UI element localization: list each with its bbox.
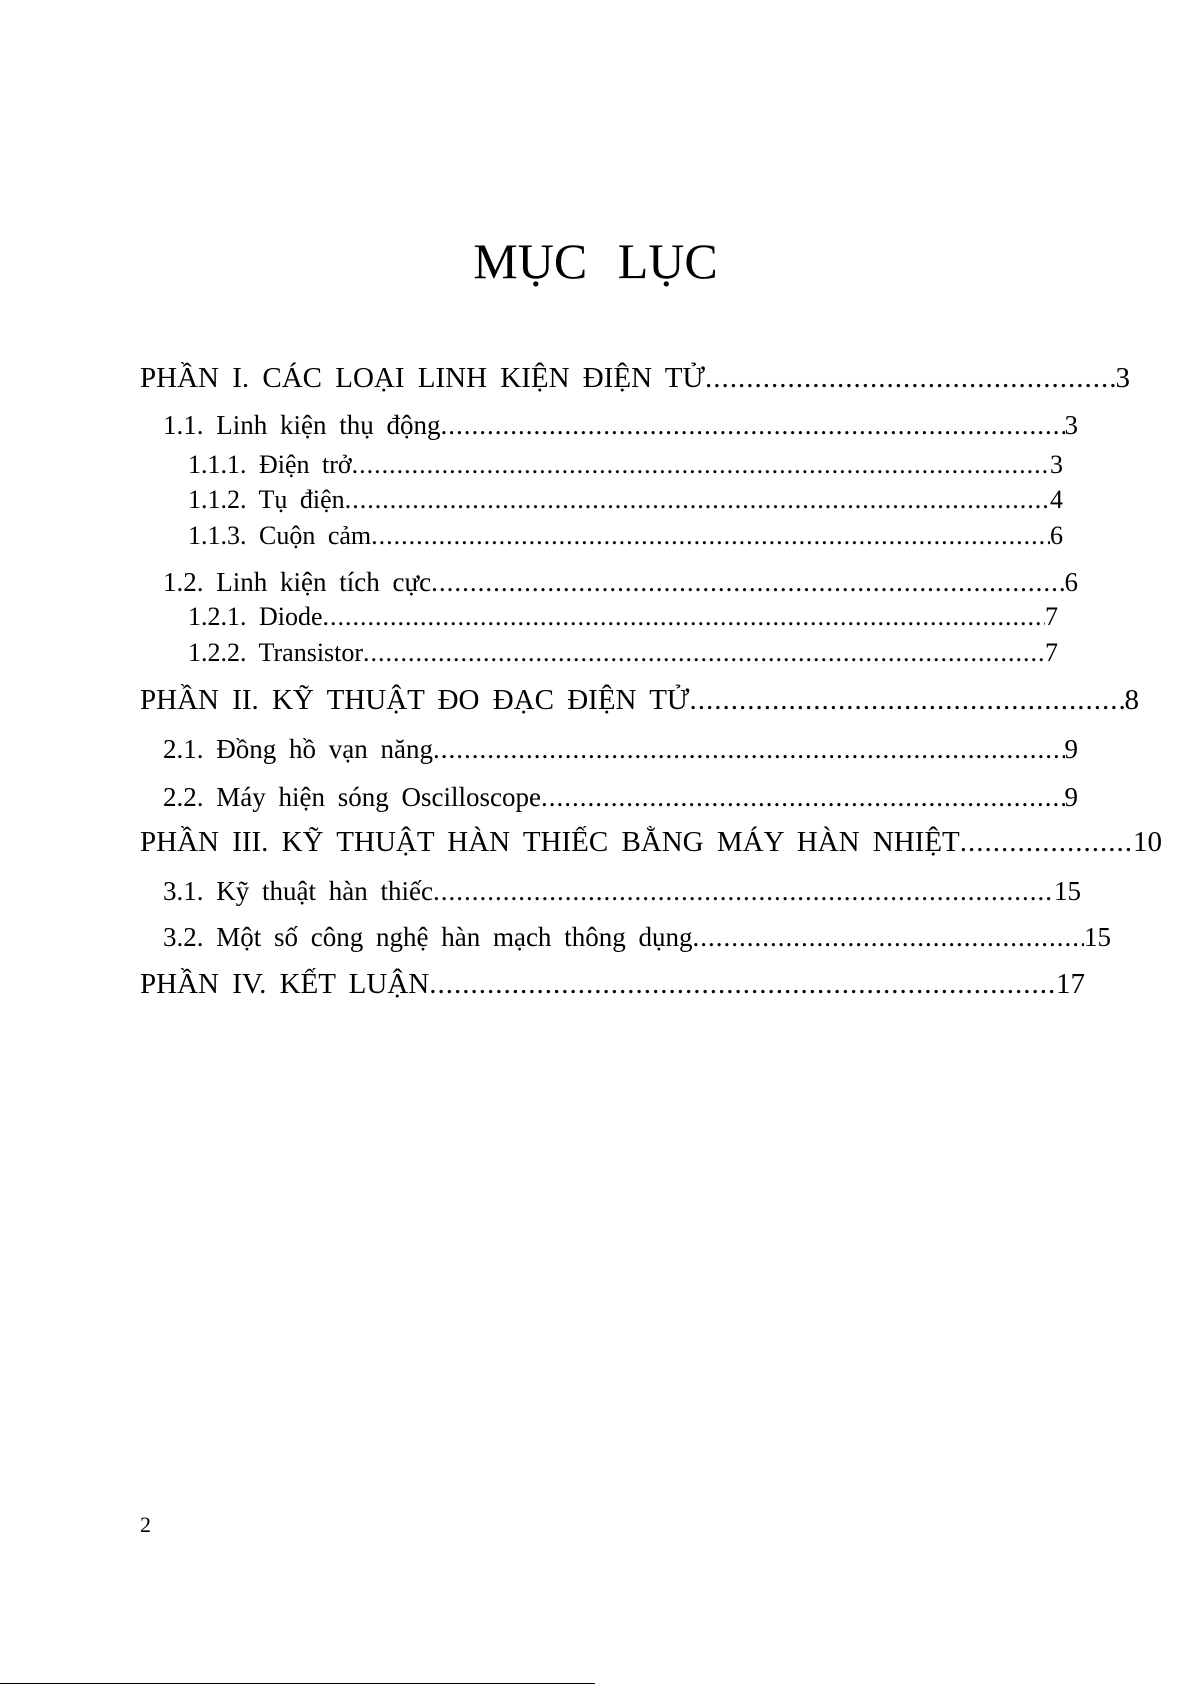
toc-dot-leader: [431, 567, 1064, 598]
toc-dot-leader: [705, 362, 1116, 395]
toc-entry-3-2: [163, 922, 1111, 953]
toc-dot-leader: [541, 782, 1065, 813]
toc-entry-label: 3.1. Kỹ thuật hàn thiếc: [163, 876, 433, 906]
toc-dot-leader: [363, 638, 1045, 668]
toc-dot-leader: [689, 684, 1124, 717]
toc-entry-page: 9: [1064, 782, 1078, 812]
toc-entry-1-2: [163, 567, 1078, 598]
toc-entry-page: 15: [1054, 876, 1081, 906]
toc-entry-label: PHẦN I. CÁC LOẠI LINH KIỆN ĐIỆN TỬ: [140, 362, 705, 394]
toc-entry-page: 4: [1050, 485, 1063, 514]
toc-entry-1-2-1: [188, 602, 1058, 632]
toc-entry-label: 2.2. Máy hiện sóng Oscilloscope: [163, 782, 541, 812]
toc-entry-1-2-2: [188, 638, 1058, 668]
footnote-divider: [0, 1683, 595, 1684]
toc-entry-label: 1.2. Linh kiện tích cực: [163, 567, 432, 597]
toc-entry-label: 1.1.1. Điện trở: [188, 450, 352, 479]
page-title: MỤC LỤC: [473, 233, 718, 289]
toc-dot-leader: [433, 876, 1054, 907]
toc-entry-part-2: [140, 684, 1139, 717]
toc-entry-label: 3.2. Một số công nghệ hàn mạch thông dụng: [163, 922, 693, 952]
toc-entry-label: PHẦN III. KỸ THUẬT HÀN THIẾC BẰNG MÁY HÀN NHIỆT: [140, 826, 960, 858]
toc-entry-1-1-3: [188, 521, 1063, 551]
toc-entry-part-1: [140, 362, 1130, 395]
page-number: 2: [140, 1512, 151, 1537]
toc-dot-leader: [960, 826, 1133, 859]
toc-dot-leader: [345, 485, 1050, 515]
toc-entry-1-1: [163, 410, 1078, 441]
toc-entry-3-1: [163, 876, 1081, 907]
toc-entry-label: 2.1. Đồng hồ vạn năng: [163, 734, 433, 764]
toc-entry-2-1: [163, 734, 1078, 765]
toc-entry-page: 6: [1064, 567, 1078, 597]
toc-dot-leader: [440, 410, 1064, 441]
toc-dot-leader: [429, 968, 1056, 1001]
toc-entry-label: PHẦN II. KỸ THUẬT ĐO ĐẠC ĐIỆN TỬ: [140, 684, 690, 716]
toc-dot-leader: [433, 734, 1065, 765]
toc-entry-label: 1.1.3. Cuộn cảm: [188, 521, 372, 550]
toc-entry-label: 1.2.1. Diode: [188, 602, 323, 631]
toc-entry-label: 1.1.2. Tụ điện: [188, 485, 345, 514]
toc-entry-page: 15: [1084, 922, 1111, 952]
toc-entry-page: 3: [1064, 410, 1078, 440]
toc-dot-leader: [352, 450, 1050, 480]
toc-entry-page: 3: [1050, 450, 1063, 479]
toc-entry-page: 9: [1064, 734, 1078, 764]
toc-entry-page: 7: [1045, 638, 1058, 667]
toc-entry-page: 10: [1133, 826, 1162, 858]
toc-entry-part-3: [140, 826, 1162, 859]
toc-entry-label: 1.1. Linh kiện thụ động: [163, 410, 441, 440]
toc-entry-label: PHẦN IV. KẾT LUẬN: [140, 968, 430, 1000]
toc-entry-part-4: [140, 968, 1085, 1001]
toc-entry-page: 17: [1056, 968, 1085, 1000]
toc-entry-page: 6: [1050, 521, 1063, 550]
toc-entry-page: 8: [1124, 684, 1139, 716]
toc-entry-1-1-1: [188, 450, 1063, 480]
toc-entry-2-2: [163, 782, 1078, 813]
toc-entry-label: 1.2.2. Transistor: [188, 638, 364, 667]
toc-dot-leader: [323, 602, 1045, 632]
toc-dot-leader: [371, 521, 1050, 551]
toc-entry-page: 7: [1045, 602, 1058, 631]
toc-entry-1-1-2: [188, 485, 1063, 515]
toc-entry-page: 3: [1115, 362, 1130, 394]
toc-dot-leader: [692, 922, 1084, 953]
